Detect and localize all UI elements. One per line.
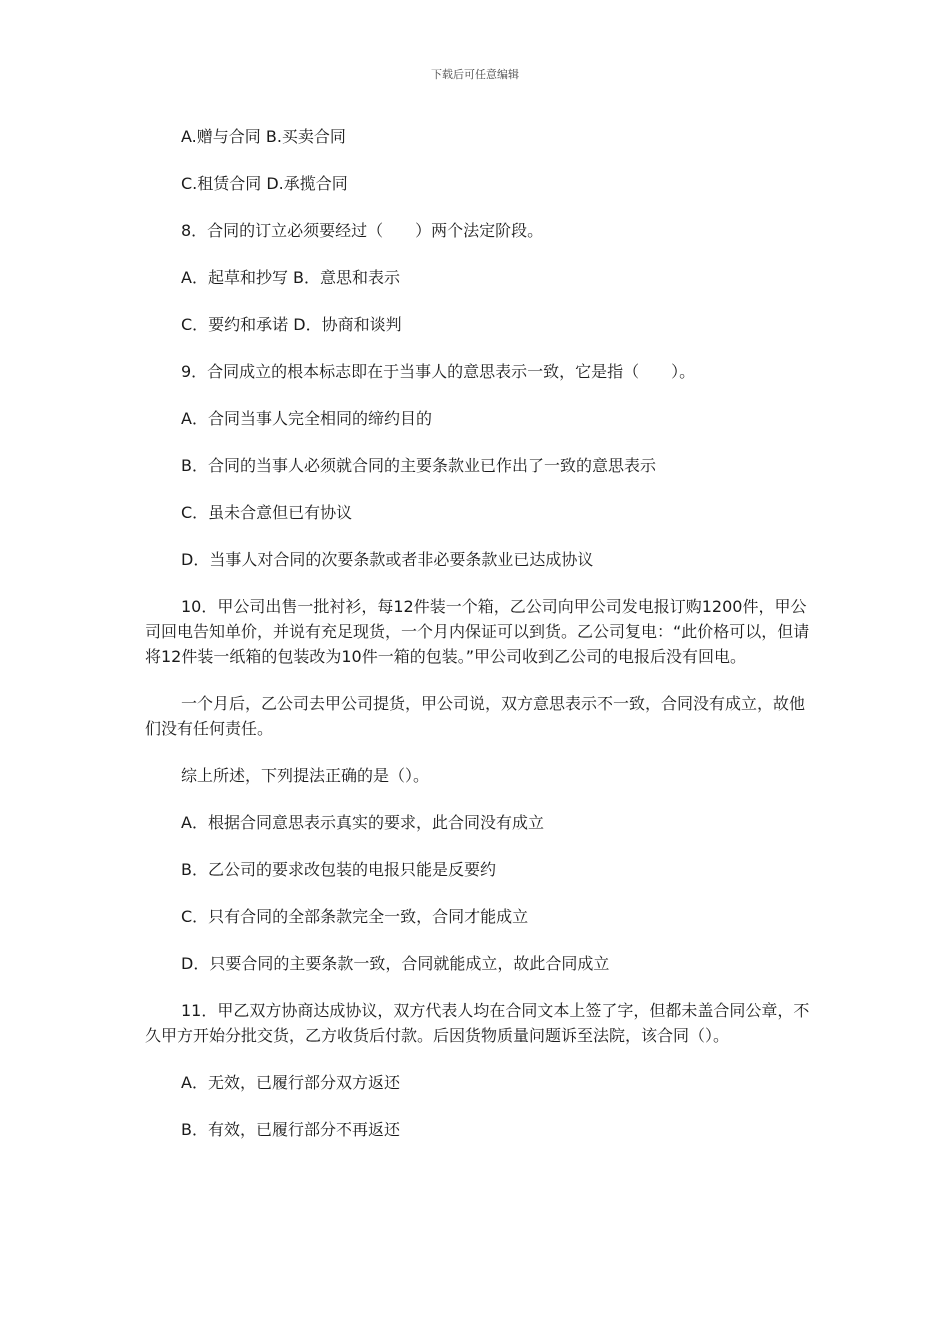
option-line: D．当事人对合同的次要条款或者非必要条款业已达成协议	[181, 550, 594, 569]
question-10-continued: 一个月后，乙公司去甲公司提货，甲公司说，双方意思表示不一致，合同没有成立，故他们没有任何责任。	[145, 694, 806, 738]
option-line: C．要约和承诺 D．协商和谈判	[181, 315, 402, 334]
option-line: B．有效，已履行部分不再返还	[181, 1120, 400, 1139]
option-line: A．根据合同意思表示真实的要求，此合同没有成立	[181, 813, 544, 832]
option-line: A．合同当事人完全相同的缔约目的	[181, 409, 432, 428]
option-line: B．合同的当事人必须就合同的主要条款业已作出了一致的意思表示	[181, 456, 656, 475]
option-line: D．只要合同的主要条款一致，合同就能成立，故此合同成立	[181, 954, 610, 973]
option-line: A．无效，已履行部分双方返还	[181, 1073, 400, 1092]
question-10-prompt: 综上所述，下列提法正确的是（）。	[181, 766, 430, 785]
option-line: C．只有合同的全部条款完全一致，合同才能成立	[181, 907, 529, 926]
option-line: A.赠与合同 B.买卖合同	[181, 127, 346, 146]
question-11: 11．甲乙双方协商达成协议，双方代表人均在合同文本上签了字，但都未盖合同公章，不久甲方开始分批交货，乙方收货后付款。后因货物质量问题诉至法院，该合同（）。	[145, 1001, 810, 1045]
option-line: C．虽未合意但已有协议	[181, 503, 353, 522]
document-body	[145, 124, 810, 1164]
page-header: 下载后可任意编辑	[431, 68, 519, 81]
question-8: 8．合同的订立必须要经过（ ）两个法定阶段。	[181, 221, 544, 240]
question-10: 10．甲公司出售一批衬衫，每12件装一个箱，乙公司向甲公司发电报订购1200件，甲公司回电告知单价，并说有充足现货，一个月内保证可以到货。乙公司复电：“此价格可以，但请将12件装一纸箱的包装改为10件一箱的包装。”甲公司收到乙公司的电报后没有回电。	[145, 597, 810, 666]
option-line: B．乙公司的要求改包装的电报只能是反要约	[181, 860, 496, 879]
option-line: A．起草和抄写 B．意思和表示	[181, 268, 401, 287]
question-9: 9．合同成立的根本标志即在于当事人的意思表示一致，它是指（ ）。	[181, 362, 696, 381]
option-line: C.租赁合同 D.承揽合同	[181, 174, 348, 193]
